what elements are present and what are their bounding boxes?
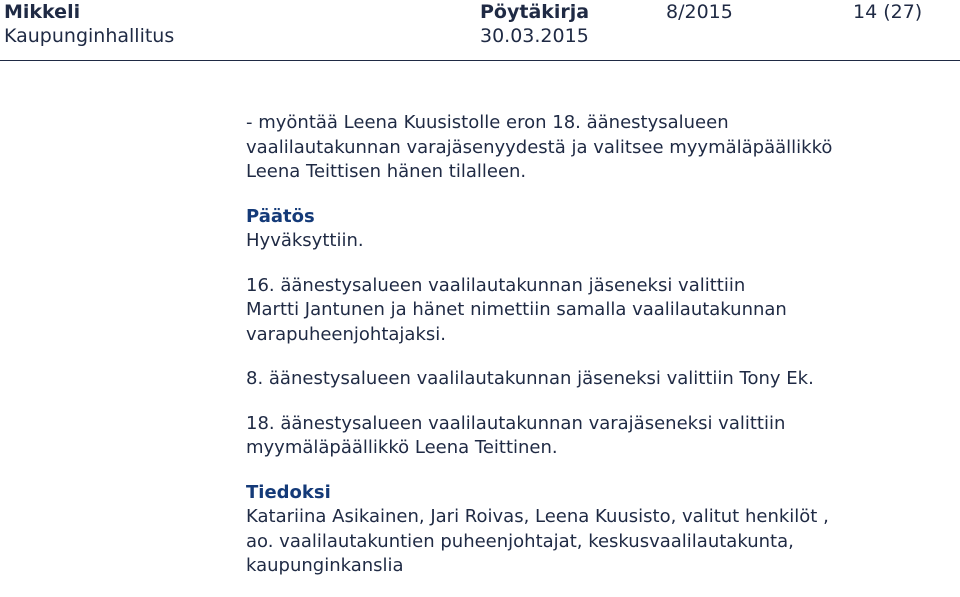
- page-number: 14 (27): [853, 1, 923, 23]
- info-heading: Tiedoksi: [246, 481, 331, 503]
- paragraph-16: [246, 274, 946, 348]
- intro-paragraph: [246, 111, 946, 185]
- decision-heading: Päätös: [246, 205, 315, 227]
- text-line: - myöntää Leena Kuusistolle eron 18. äänestysalueen: [246, 112, 729, 133]
- text-line: Martti Jantunen ja hänet nimettiin samalla vaalilautakunnan: [246, 299, 787, 320]
- text-line: varapuheenjohtajaksi.: [246, 323, 446, 345]
- decision-text: Hyväksyttiin.: [246, 230, 364, 251]
- body-name: Kaupunginhallitus: [4, 25, 175, 47]
- text-line: Katariina Asikainen, Jari Roivas, Leena Kuusisto, valitut henkilöt ,: [246, 506, 829, 527]
- text-line: vaalilautakunnan varajäsenyydestä ja valitsee myymäläpäällikkö: [246, 136, 833, 158]
- text-line: 16. äänestysalueen vaalilautakunnan jäseneksi valittiin: [246, 274, 746, 296]
- org-name: Mikkeli: [4, 1, 81, 23]
- text-line: Leena Teittisen hänen tilalleen.: [246, 161, 527, 182]
- document-body: [246, 111, 946, 579]
- text-line: 18. äänestysalueen vaalilautakunnan varajäseneksi valittiin: [246, 412, 786, 434]
- meeting-number: 8/2015: [666, 1, 733, 23]
- meeting-date: 30.03.2015: [480, 25, 589, 47]
- text-line: ao. vaalilautakuntien puheenjohtajat, keskusvaalilautakunta,: [246, 530, 794, 552]
- text-line: myymäläpäällikkö Leena Teittinen.: [246, 437, 558, 458]
- text-line: 8. äänestysalueen vaalilautakunnan jäseneksi valittiin Tony Ek.: [246, 368, 814, 389]
- doc-type: Pöytäkirja: [480, 1, 590, 23]
- text-line: kaupunginkanslia: [246, 555, 404, 576]
- document-header: [0, 0, 960, 60]
- paragraph-8: [246, 367, 946, 392]
- paragraph-18: [246, 412, 946, 461]
- decision-section: [246, 205, 946, 254]
- header-divider: [0, 60, 960, 61]
- info-section: [246, 481, 946, 579]
